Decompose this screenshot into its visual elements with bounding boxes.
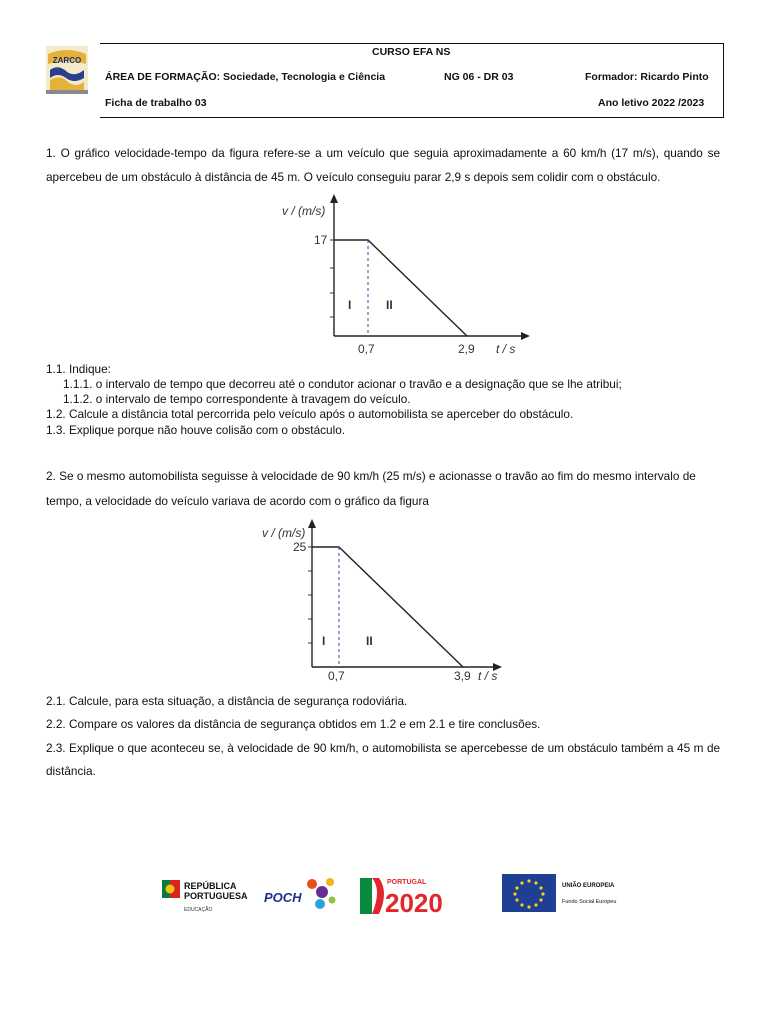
trainer-label: Formador: Ricardo Pinto [585, 71, 709, 83]
module-code: NG 06 - DR 03 [444, 71, 514, 83]
school-logo [44, 44, 90, 96]
q2-item-2-3: 2.3. Explique o que aconteceu se, à velocidade de 90 km/h, o automobilista se apercebesse de um obstáculo também a 45 m de [46, 741, 720, 755]
q1-item-1-1: 1.1. Indique: [46, 362, 111, 376]
q1-velocity-time-graph [278, 193, 540, 358]
uniao-text: UNIÃO EUROPEIA [562, 883, 615, 889]
q1-item-1-3: 1.3. Explique porque não houve colisão com o obstáculo. [46, 423, 346, 437]
q2-region-1: I [322, 634, 326, 648]
portugal-2020-logo [357, 870, 483, 920]
q1-y-axis-arrow [330, 194, 338, 203]
year-2020-text: 2020 [385, 888, 443, 918]
logo-text: ZARCO [52, 56, 82, 65]
poch-text: POCH [264, 890, 302, 905]
q1-x-axis-arrow [521, 332, 530, 340]
worksheet-label: Ficha de trabalho 03 [105, 97, 207, 109]
q2-velocity-time-graph [256, 517, 518, 687]
q1-y-tick-17: 17 [314, 233, 328, 247]
q1-y-label: v / (m/s) [282, 204, 326, 218]
q2-intro-line2: tempo, a velocidade do veículo variava de acordo com o gráfico da figura [46, 494, 429, 508]
q2-x-tick-0-7: 0,7 [328, 669, 345, 683]
q1-velocity-line [334, 240, 467, 336]
uniao-europeia-logo [500, 870, 630, 916]
q1-item-1-2: 1.2. Calcule a distância total percorrida pelo veículo após o automobilista se aperceber do obstáculo. [46, 407, 574, 421]
q2-y-label: v / (m/s) [262, 526, 306, 540]
q2-item-2-1: 2.1. Calcule, para esta situação, a distância de segurança rodoviária. [46, 694, 408, 708]
area-label: ÁREA DE FORMAÇÃO: Sociedade, Tecnologia e Ciência [105, 71, 386, 83]
school-year: Ano letivo 2022 /2023 [598, 97, 705, 109]
q2-y-axis-arrow [308, 519, 316, 528]
q1-intro-line2: apercebeu de um obstáculo à distância de 45 m. O veículo conseguiu parar 2,9 s depois sem colidir com o obstáculo. [46, 170, 661, 184]
q2-region-2: II [366, 634, 373, 648]
q1-x-label: t / s [496, 342, 516, 356]
q1-item-1-1-2: 1.1.2. o intervalo de tempo correspondente à travagem do veículo. [63, 392, 411, 406]
republica-portuguesa-logo [162, 870, 258, 918]
q2-intro-line1: 2. Se o mesmo automobilista seguisse à velocidade de 90 km/h (25 m/s) e acionasse o travão ao fim do mesmo intervalo de [46, 469, 696, 483]
q1-intro-line1: 1. O gráfico velocidade-tempo da figura refere-se a um veículo que seguia aproximadamente a 60 km/h (17 m/s), quando se [46, 146, 720, 160]
educacao-text: EDUCAÇÃO [184, 907, 213, 913]
republica-text: REPÚBLICA [184, 881, 237, 891]
q1-region-2: II [386, 298, 393, 312]
q2-x-tick-3-9: 3,9 [454, 669, 471, 683]
q1-x-tick-0-7: 0,7 [358, 342, 375, 356]
q2-item-2-2: 2.2. Compare os valores da distância de segurança obtidos em 1.2 e em 2.1 e tire conclusões. [46, 717, 541, 731]
q1-item-1-1-1: 1.1.1. o intervalo de tempo que decorreu até o condutor acionar o travão e a designação que se lhe atribui; [63, 377, 622, 391]
course-title: CURSO EFA NS [372, 46, 451, 58]
q1-region-1: I [348, 298, 352, 312]
q2-velocity-line [312, 547, 463, 667]
portugal-text: PORTUGAL [387, 879, 427, 886]
q2-x-label: t / s [478, 669, 498, 683]
portuguesa-text: PORTUGUESA [184, 891, 248, 901]
q1-x-tick-2-9: 2,9 [458, 342, 475, 356]
fundo-text: Fundo Social Europeu [562, 899, 617, 905]
q2-item-2-3-cont: distância. [46, 764, 96, 778]
q2-y-tick-25: 25 [293, 540, 307, 554]
poch-logo [262, 870, 340, 918]
